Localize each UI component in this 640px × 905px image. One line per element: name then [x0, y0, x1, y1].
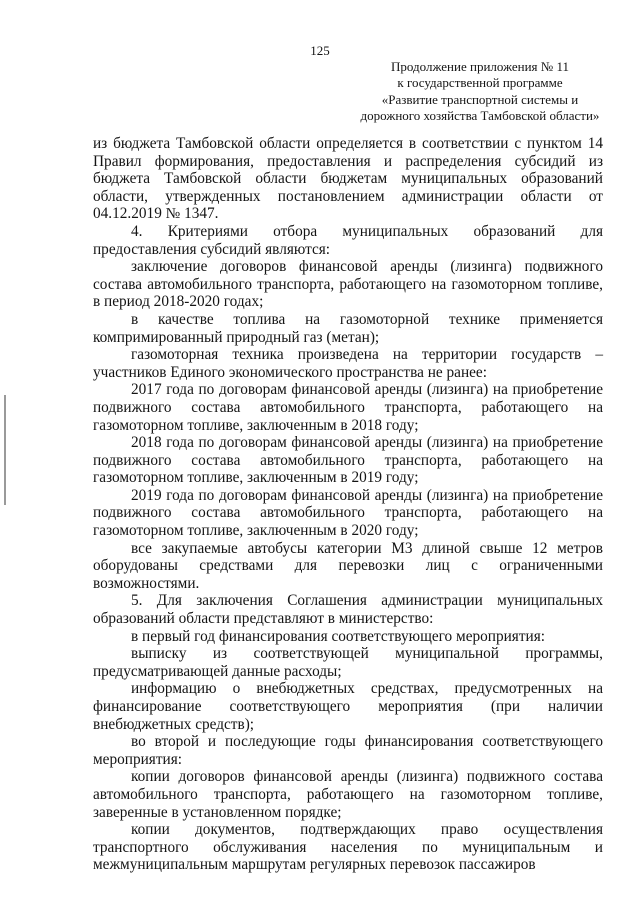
document-body — [93, 135, 603, 874]
paragraph: информацию о внебюджетных средствах, предусмотренных на финансирование соответствующего мероприятия (при наличии внебюджетных средств); — [93, 680, 603, 733]
paragraph: 2018 года по договорам финансовой аренды (лизинга) на приобретение подвижного состава автомобильного транспорта, работающего на газомоторном топливе, заключенным в 2019 году; — [93, 434, 603, 487]
paragraph: газомоторная техника произведена на территории государств – участников Единого экономического пространства не ранее: — [93, 346, 603, 381]
paragraph: в первый год финансирования соответствующего мероприятия: — [131, 627, 545, 645]
paragraph: во второй и последующие годы финансирования соответствующего мероприятия: — [93, 733, 603, 768]
page-number: 125 — [310, 43, 330, 58]
paragraph: заключение договоров финансовой аренды (лизинга) подвижного состава автомобильного транспорта, работающего на газомоторном топливе, в период 2018-2020 годах; — [93, 258, 603, 311]
paragraph: 2017 года по договорам финансовой аренды (лизинга) на приобретение подвижного состава автомобильного транспорта, работающего на газомоторном топливе, заключенным в 2018 году; — [93, 381, 603, 434]
header-line: дорожного хозяйства Тамбовской области» — [360, 108, 600, 124]
paragraph: 5. Для заключения Соглашения администрации муниципальных образований области представляют в министерство: — [93, 592, 603, 628]
paragraph: из бюджета Тамбовской области определяется в соответствии с пунктом 14 Правил формирования, предоставления и распределения субсидий из бюджета Тамбовской области бюджетам муниципальных образований области, утвержденных постановлением администрации области от 04.12.2019 № 1347. — [93, 135, 603, 223]
paragraph: 2019 года по договорам финансовой аренды (лизинга) на приобретение подвижного состава автомобильного транспорта, работающего на газомоторном топливе, заключенным в 2020 году; — [93, 486, 603, 540]
paragraph: копии договоров финансовой аренды (лизинга) подвижного состава автомобильного транспорта, работающего на газомоторном топливе, заверенные в установленном порядке; — [93, 768, 603, 821]
paragraph: копии документов, подтверждающих право осуществления транспортного обслуживания населения по муниципальным и межмуниципальным маршрутам регулярных перевозок пассажиров — [93, 821, 603, 874]
paragraph: выписку из соответствующей муниципальной программы, предусматривающей данные расходы; — [93, 645, 603, 680]
paragraph: 4. Критериями отбора муниципальных образований для предоставления субсидий являются: — [93, 222, 603, 258]
paragraph: в качестве топлива на газомоторной технике применяется компримированный природный газ (метан); — [93, 310, 603, 346]
header-line: Продолжение приложения № 11 — [391, 59, 569, 74]
header-line: «Развитие транспортной системы и — [381, 91, 579, 107]
appendix-header — [336, 59, 624, 125]
scan-artifact-line — [4, 395, 6, 505]
paragraph: все закупаемые автобусы категории М3 длиной свыше 12 метров оборудованы средствами для перевозки лиц с ограниченными возможностями. — [93, 539, 603, 592]
header-line: к государственной программе — [397, 75, 563, 91]
